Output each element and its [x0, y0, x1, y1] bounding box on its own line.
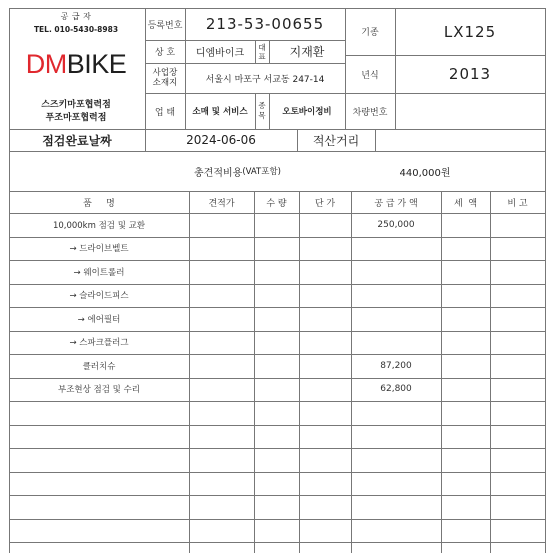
row-rule: [145, 40, 345, 41]
table-cell-item-col-14: [9, 519, 189, 543]
column-rule: [269, 93, 270, 129]
table-cell-item-col-4: → 슬라이드피스: [69, 291, 129, 302]
table-cell-tax-col-10: [441, 425, 490, 449]
mileage-value: [375, 129, 545, 151]
row-rule: [9, 378, 545, 379]
table-cell-estimate-col-9: [189, 401, 254, 425]
table-cell-note-col-14: [490, 519, 545, 543]
total-label-text: 총견적비용: [194, 167, 243, 179]
dmbike-logo: [11, 48, 141, 80]
reg-number-value: 213-53-00655: [205, 15, 325, 33]
table-cell-item-col-5: → 에어필터: [77, 314, 121, 325]
column-rule: [254, 191, 255, 553]
table-cell-unit-col-3: [299, 260, 351, 284]
table-cell-note-col-5: [490, 307, 545, 331]
table-cell-tax-col-2: [441, 237, 490, 261]
table-cell-item-col-7: 클러치슈: [82, 361, 116, 372]
column-rule: [297, 129, 298, 151]
table-cell-note-col-8: [490, 378, 545, 402]
table-cell-note-col-2: [490, 237, 545, 261]
table-cell-unit-col-13: [299, 495, 351, 519]
row-rule: [9, 260, 545, 261]
row-rule: [9, 542, 545, 543]
table-cell-estimate-col-5: [189, 307, 254, 331]
table-cell-supply-col-9: [351, 401, 441, 425]
model-label: 기종: [361, 28, 379, 38]
plate-label: 차량번호: [352, 107, 388, 118]
table-cell-estimate-col-3: [189, 260, 254, 284]
row-rule: [9, 191, 545, 192]
table-cell-unit-col-5: [299, 307, 351, 331]
rep-value: 지재환: [289, 45, 325, 59]
row-rule: [9, 519, 545, 520]
table-cell-supply-col-6: [351, 331, 441, 355]
mileage-label: 적산거리: [312, 133, 360, 148]
supplier-tel: TEL. 010-5430-8983: [33, 24, 119, 34]
table-cell-estimate-col-11: [189, 448, 254, 472]
table-cell-tax-col-12: [441, 472, 490, 496]
table-cell-note-col-6: [490, 331, 545, 355]
table-cell-note-col-13: [490, 495, 545, 519]
table-cell-estimate-col-12: [189, 472, 254, 496]
table-cell-qty-col-2: [254, 237, 299, 261]
table-cell-unit-col-7: [299, 354, 351, 378]
table-cell-item-col-9: [9, 401, 189, 425]
table-cell-item-col-1: 10,000km 점검 및 교환: [52, 220, 146, 231]
table-cell-estimate-col-1: [189, 213, 254, 237]
address-value: 서울시 마포구 서교동 247-14: [205, 74, 325, 85]
header-qty-col: 수 량: [266, 198, 287, 209]
table-cell-item-col-11: [9, 448, 189, 472]
frame-right: [545, 8, 546, 553]
column-rule: [351, 191, 352, 553]
table-cell-note-col-4: [490, 284, 545, 308]
header-item-col: 품 명: [83, 198, 115, 209]
table-cell-estimate-col-8: [189, 378, 254, 402]
rep-label: 대 표: [258, 42, 266, 61]
name-label: 상 호: [154, 48, 176, 58]
table-cell-tax-col-4: [441, 284, 490, 308]
frame-top: [9, 8, 545, 9]
column-rule: [189, 191, 190, 553]
table-cell-qty-col-8: [254, 378, 299, 402]
row-rule: [9, 284, 545, 285]
table-cell-unit-col-4: [299, 284, 351, 308]
table-cell-qty-col-10: [254, 425, 299, 449]
header-supply-col: 공 급 가 액: [374, 198, 418, 209]
header-unit-col: 단 가: [314, 198, 336, 209]
table-cell-qty-col-13: [254, 495, 299, 519]
table-cell-qty-col-9: [254, 401, 299, 425]
table-cell-unit-col-11: [299, 448, 351, 472]
table-cell-qty-col-14: [254, 519, 299, 543]
total-value: 440,000원: [399, 167, 451, 179]
table-cell-qty-col-1: [254, 213, 299, 237]
column-rule: [185, 8, 186, 129]
row-rule: [9, 354, 545, 355]
table-cell-item-col-3: → 웨이트롤러: [73, 267, 125, 278]
supplier-heading: 공 급 자: [60, 11, 92, 21]
table-cell-unit-col-2: [299, 237, 351, 261]
table-cell-supply-col-3: [351, 260, 441, 284]
column-rule: [345, 8, 346, 129]
column-rule: [375, 129, 376, 151]
table-cell-qty-col-3: [254, 260, 299, 284]
table-cell-item-col-2: → 드라이브벨트: [69, 244, 129, 255]
row-rule: [145, 93, 345, 94]
table-cell-supply-col-2: [351, 237, 441, 261]
row-rule: [9, 237, 545, 238]
address-label: 사업장 소재지: [152, 68, 178, 88]
row-rule: [345, 93, 545, 94]
plate-value: [395, 93, 545, 129]
header-tax-col: 세 액: [453, 198, 478, 209]
column-rule: [299, 191, 300, 553]
table-cell-tax-col-11: [441, 448, 490, 472]
table-cell-supply-col-1: 250,000: [377, 219, 415, 230]
row-rule: [9, 401, 545, 402]
table-cell-note-col-11: [490, 448, 545, 472]
table-cell-note-col-12: [490, 472, 545, 496]
header-estimate-col: 견적가: [208, 198, 235, 209]
business-type-value: 소매 및 서비스: [192, 107, 248, 117]
row-rule: [9, 129, 545, 130]
table-cell-unit-col-9: [299, 401, 351, 425]
table-cell-note-col-1: [490, 213, 545, 237]
row-rule: [9, 213, 545, 214]
table-cell-estimate-col-6: [189, 331, 254, 355]
reg-number-label: 등록번호: [147, 20, 183, 31]
logo-dm-text: DM: [25, 48, 67, 79]
table-cell-supply-col-14: [351, 519, 441, 543]
table-cell-estimate-col-7: [189, 354, 254, 378]
table-cell-qty-col-7: [254, 354, 299, 378]
table-cell-unit-col-8: [299, 378, 351, 402]
table-cell-tax-col-3: [441, 260, 490, 284]
row-rule: [9, 331, 545, 332]
table-cell-estimate-col-10: [189, 425, 254, 449]
table-cell-tax-col-1: [441, 213, 490, 237]
table-cell-tax-col-13: [441, 495, 490, 519]
business-item-value: 오토바이정비: [282, 107, 332, 117]
table-cell-note-col-10: [490, 425, 545, 449]
table-cell-item-col-13: [9, 495, 189, 519]
table-cell-supply-col-7: 87,200: [380, 360, 412, 371]
business-type-label: 업 태: [154, 107, 176, 118]
row-rule: [9, 472, 545, 473]
inspection-date-label: 점검완료날짜: [42, 133, 112, 148]
shop-line-1: 스즈키마포협력점: [41, 99, 111, 109]
table-cell-unit-col-10: [299, 425, 351, 449]
row-rule: [9, 448, 545, 449]
table-cell-supply-col-12: [351, 472, 441, 496]
table-cell-unit-col-1: [299, 213, 351, 237]
row-rule: [345, 55, 545, 56]
business-item-label: 종 목: [258, 101, 266, 120]
table-cell-qty-col-4: [254, 284, 299, 308]
table-cell-item-col-8: 부조현상 점검 및 수리: [57, 385, 140, 396]
table-cell-unit-col-12: [299, 472, 351, 496]
table-cell-qty-col-11: [254, 448, 299, 472]
table-cell-qty-col-12: [254, 472, 299, 496]
logo-bike-text: BIKE: [66, 48, 127, 79]
estimate-sheet: [9, 8, 545, 553]
table-cell-tax-col-14: [441, 519, 490, 543]
column-rule: [255, 93, 256, 129]
table-cell-supply-col-11: [351, 448, 441, 472]
row-rule: [9, 425, 545, 426]
table-cell-note-col-3: [490, 260, 545, 284]
table-cell-tax-col-6: [441, 331, 490, 355]
column-rule: [441, 191, 442, 553]
table-cell-supply-col-13: [351, 495, 441, 519]
header-note-col: 비 고: [507, 198, 528, 209]
shop-line-2: 푸조마포협력점: [45, 112, 107, 122]
total-vat-note: (VAT포함): [242, 167, 281, 177]
table-cell-tax-col-9: [441, 401, 490, 425]
model-value: LX125: [443, 22, 497, 41]
year-label: 년식: [361, 70, 379, 81]
table-cell-unit-col-6: [299, 331, 351, 355]
table-cell-note-col-9: [490, 401, 545, 425]
row-rule: [145, 63, 345, 64]
year-value: 2013: [448, 65, 492, 83]
table-cell-estimate-col-14: [189, 519, 254, 543]
row-rule: [9, 495, 545, 496]
table-cell-item-col-10: [9, 425, 189, 449]
table-cell-supply-col-8: 62,800: [380, 384, 412, 395]
table-cell-supply-col-10: [351, 425, 441, 449]
name-value: 디엠바이크: [195, 48, 245, 59]
table-cell-estimate-col-4: [189, 284, 254, 308]
table-cell-tax-col-7: [441, 354, 490, 378]
column-rule: [490, 191, 491, 553]
table-cell-supply-col-4: [351, 284, 441, 308]
table-cell-estimate-col-13: [189, 495, 254, 519]
column-rule: [395, 8, 396, 129]
table-cell-qty-col-6: [254, 331, 299, 355]
table-cell-unit-col-14: [299, 519, 351, 543]
table-cell-tax-col-8: [441, 378, 490, 402]
table-cell-tax-col-5: [441, 307, 490, 331]
row-rule: [9, 307, 545, 308]
table-cell-estimate-col-2: [189, 237, 254, 261]
row-rule: [9, 151, 545, 152]
table-cell-qty-col-5: [254, 307, 299, 331]
table-cell-item-col-12: [9, 472, 189, 496]
total-label: [194, 151, 374, 191]
table-cell-note-col-7: [490, 354, 545, 378]
column-rule: [255, 40, 256, 63]
table-cell-item-col-6: → 스파크플러그: [69, 338, 129, 349]
inspection-date-value: 2024-06-06: [186, 133, 256, 147]
table-cell-supply-col-5: [351, 307, 441, 331]
column-rule: [269, 40, 270, 63]
